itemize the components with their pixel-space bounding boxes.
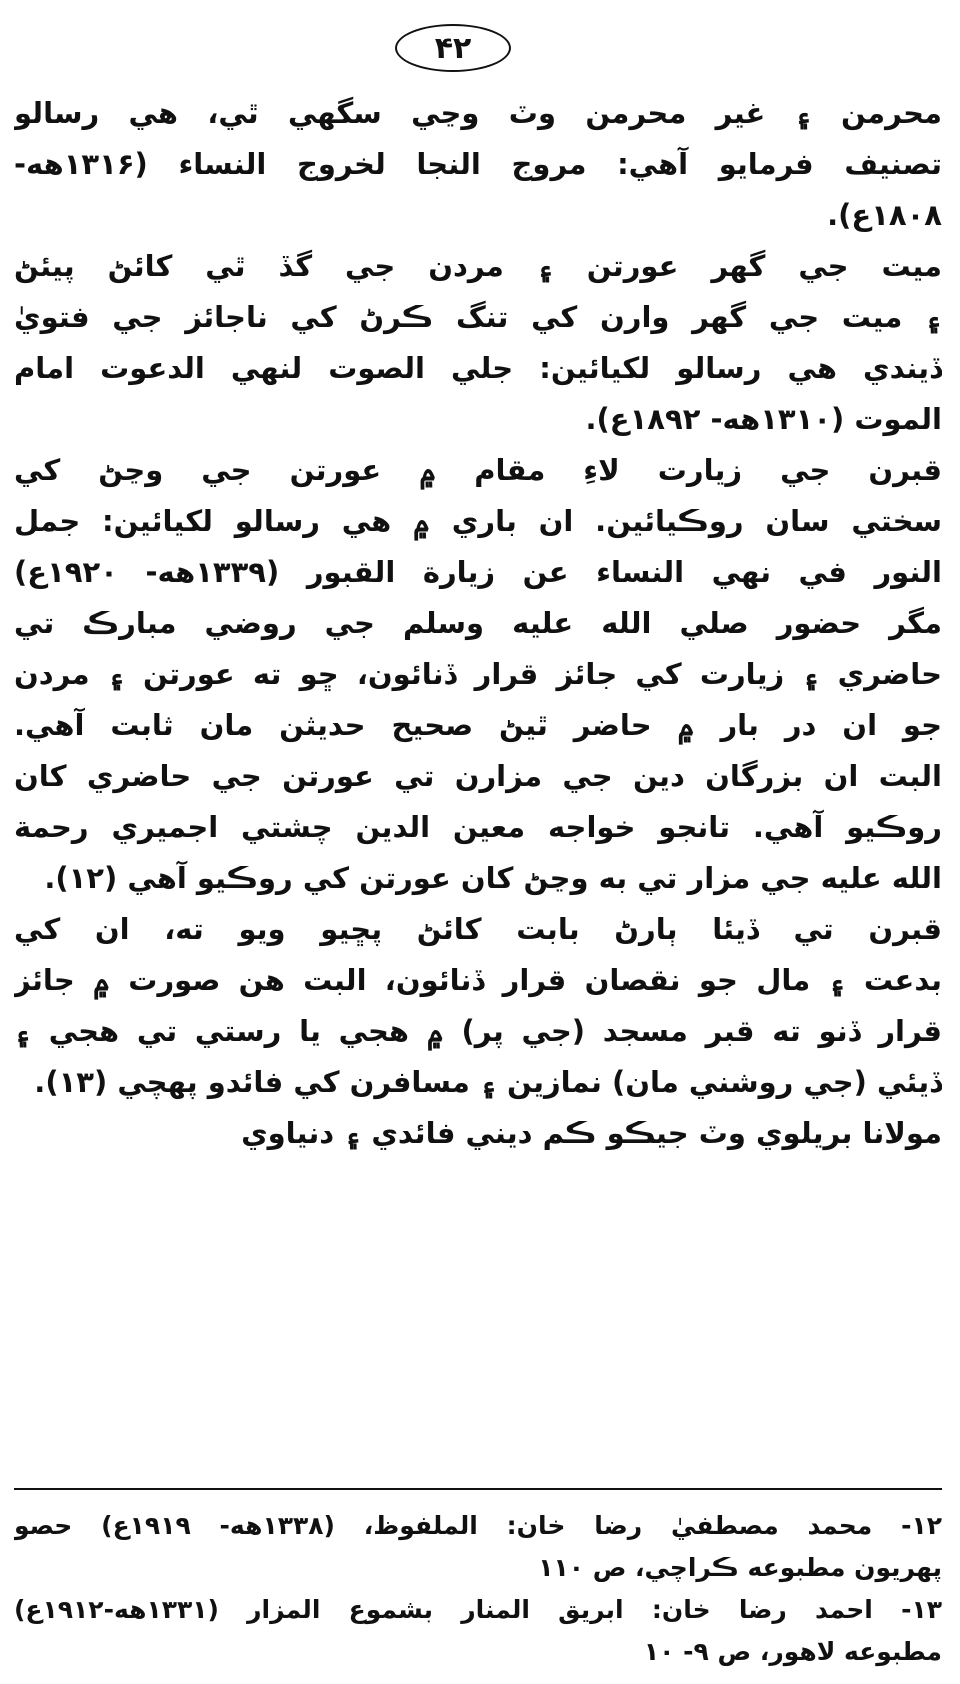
footnote-divider	[14, 1488, 942, 1490]
text-line: الموت (۱۳۱۰هه- ۱۸۹۲ع).	[585, 402, 942, 436]
text-line: روڪيو آهي. تانجو خواجه معين الدين چشتي اجميري رحمة	[14, 810, 942, 844]
text-line: بدعت ۽ مال جو نقصان قرار ڏنائون، البت هن صورت ۾ جائز	[14, 963, 942, 997]
text-line: مولانا بريلوي وٽ جيڪو ڪم ديني فائدي ۽ دنياوي	[241, 1116, 942, 1150]
text-line: ۽ ميت جي گهر وارن کي تنگ ڪرڻ کي ناجائز جي فتويٰ	[14, 300, 942, 334]
footnotes	[14, 1505, 942, 1673]
text-line: ميت جي گهر عورتن ۽ مردن جي گڏ ٿي کائڻ پيئڻ	[14, 249, 942, 283]
text-line: النور في نهي النساء عن زيارة القبور (۱۳۳۹هه- ۱۹۲۰ع)	[14, 555, 942, 589]
text-line: محرمن ۽ غير محرمن وٽ وڃي سگهي ٿي، هي رسالو	[14, 96, 942, 130]
footnote-line: ۱۲- محمد مصطفيٰ رضا خان: الملفوظ، (۱۳۳۸هه- ۱۹۱۹ع) حصو	[14, 1511, 942, 1540]
footnote-line: مطبوعه لاهور، ص ۹- ۱۰	[643, 1637, 942, 1666]
text-line: حاضري ۽ زيارت کي جائز قرار ڏنائون، ڇو ته عورتن ۽ مردن	[14, 657, 942, 691]
text-line: تصنيف فرمايو آهي: مروج النجا لخروج النساء (۱۳۱۶هه-	[14, 147, 942, 181]
text-line: قرار ڏنو ته قبر مسجد (جي پر) ۾ هجي يا رستي تي هجي ۽	[14, 1014, 942, 1048]
page-number: ۴۲	[395, 24, 511, 72]
text-line: الله عليه جي مزار تي به وڃڻ کان عورتن کي روڪيو آهي (۱۲).	[44, 861, 942, 895]
footnote-line: ۱۳- احمد رضا خان: ابريق المنار بشموع المزار (۱۳۳۱هه-۱۹۱۲ع)	[14, 1595, 942, 1624]
text-line: سختي سان روڪيائين. ان باري ۾ هي رسالو لکيائين: جمل	[14, 504, 942, 538]
footnote-line: پهريون مطبوعه ڪراچي، ص ۱۱۰	[538, 1553, 942, 1582]
text-line: ۱۸۰۸ع).	[827, 198, 942, 232]
text-line: قبرن جي زيارت لاءِ مقام ۾ عورتن جي وڃڻ کي	[14, 453, 942, 487]
body-text	[14, 88, 942, 1159]
text-line: جو ان در بار ۾ حاضر ٿيڻ صحيح حديثن مان ثابت آهي.	[14, 708, 942, 742]
text-line: قبرن تي ڏيئا ٻارڻ بابت کائڻ پڇيو ويو ته، ان کي	[14, 912, 942, 946]
text-line: ڏيئي (جي روشني مان) نمازين ۽ مسافرن کي فائدو پهچي (۱۳).	[34, 1065, 942, 1099]
text-line: البت ان بزرگان دين جي مزارن تي عورتن جي حاضري کان	[14, 759, 942, 793]
text-line: ڏيندي هي رسالو لکيائين: جلي الصوت لنهي الدعوت امام	[14, 351, 942, 385]
text-line: مگر حضور صلي الله عليه وسلم جي روضي مبارڪ تي	[14, 606, 942, 640]
